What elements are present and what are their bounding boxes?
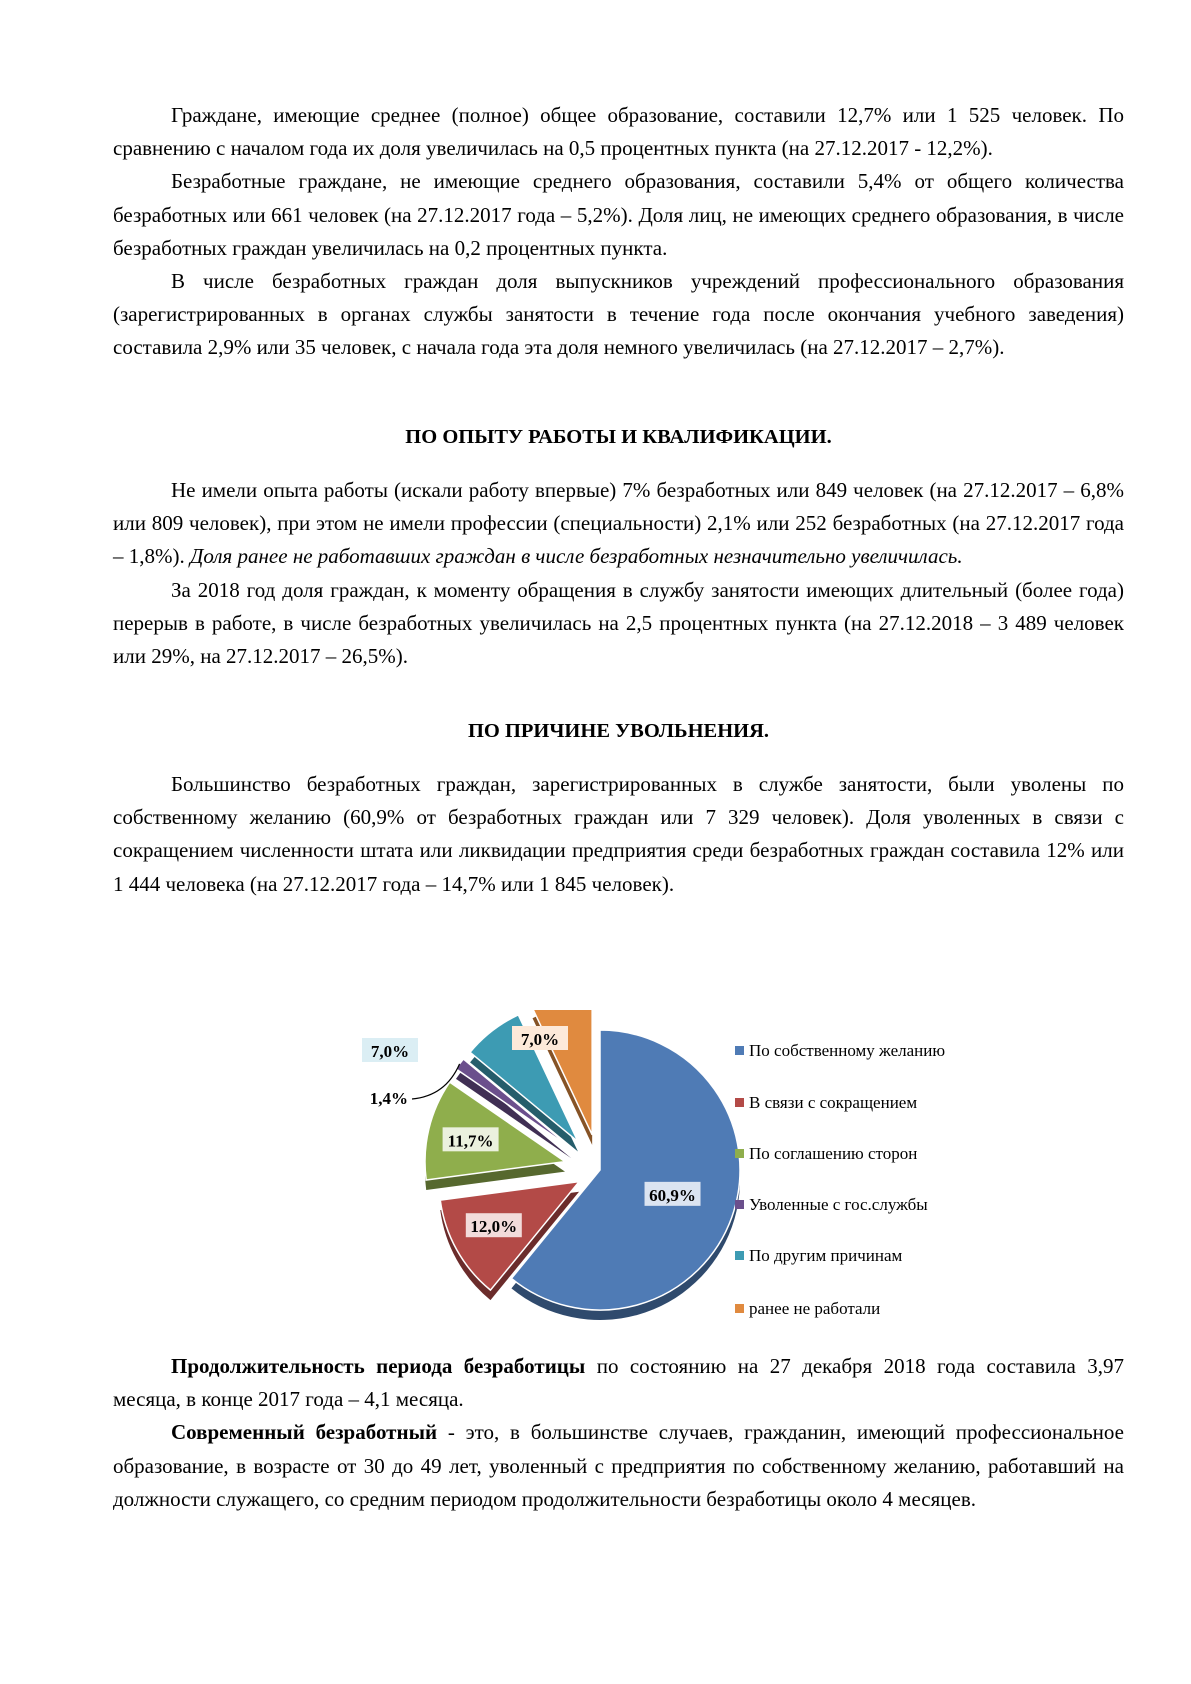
legend-label: По собственному желанию: [749, 1041, 946, 1060]
legend-swatch: [735, 1149, 744, 1158]
no-experience-text: Не имели опыта работы (искали работу впервые) 7% безработных или 849 человек (на 27.12.2017 – 6,8% или 809 человек), при этом не имели профессии (специальности) 2,1% или 252 безработных (на 27.12.2017 года – 1,8%).: [113, 478, 1124, 569]
legend-label: В связи с сокращением: [749, 1093, 918, 1112]
legend-label: Уволенные с гос.службы: [749, 1195, 928, 1214]
paragraph-graduates: В числе безработных граждан доля выпускников учреждений профессионального образования (зарегистрированных в органах службы занятости в течение года после окончания учебного заведения) составила 2,9% или 35 человек, с начала года эта доля немного увеличилась (на 27.12.2017 – 2,7%).: [113, 269, 1124, 360]
paragraph-duration: [113, 1350, 1124, 1416]
legend-label: ранее не работали: [749, 1299, 881, 1318]
legend-swatch: [735, 1200, 744, 1209]
legend-swatch: [735, 1304, 744, 1313]
legend-swatch: [735, 1046, 744, 1055]
legend-swatch: [735, 1251, 744, 1260]
legend-label: По другим причинам: [749, 1246, 903, 1265]
modern-unemployed-text: - это, в большинстве случаев, гражданин, имеющий профессиональное образование, в возрасте от 30 до 49 лет, уволенный с предприятия по собственному желанию, работавший на должности служащего, со средним периодом продолжительности безработицы около 4 месяцев.: [113, 1420, 1124, 1511]
duration-term: Продолжительность периода безработицы: [171, 1354, 586, 1378]
legend-label: По соглашению сторон: [749, 1144, 918, 1163]
paragraph-long-break: За 2018 год доля граждан, к моменту обращения в службу занятости имеющих длительный (более года) перерыв в работе, в числе безработных увеличилась на 2,5 процентных пункта (на 27.12.2018 – 3 489 человек или 29%, на 27.12.2017 – 26,5%).: [113, 577, 1124, 669]
data-label-civil-service: 1,4%: [369, 1089, 408, 1108]
paragraph-modern-unemployed: [113, 1416, 1124, 1516]
legend-swatch: [735, 1098, 744, 1107]
paragraph-no-experience: [113, 474, 1124, 574]
heading-dismissal: ПО ПРИЧИНЕ УВОЛЬНЕНИЯ.: [467, 720, 770, 742]
paragraph-no-secondary-education: Безработные граждане, не имеющие среднего образования, составили 5,4% от общего количества безработных или 661 человек (на 27.12.2017 года – 5,2%). Доля лиц, не имеющих среднего образования, в числе безработных граждан увеличилась на 0,2 процентных пункта.: [113, 169, 1124, 260]
data-label-never-worked: 7,0%: [520, 1030, 560, 1049]
bottom-paragraphs: [113, 1350, 1124, 1516]
no-experience-conclusion: Доля ранее не работавших граждан в числе безработных незначительно увеличилась.: [190, 544, 963, 569]
dismissal-paragraphs: [113, 768, 1124, 901]
top-paragraphs: [113, 99, 1124, 365]
duration-text: по состоянию на 27 декабря 2018 года составила 3,97 месяца, в конце 2017 года – 4,1 месяца.: [113, 1354, 1124, 1412]
data-label-other: 7,0%: [370, 1042, 410, 1061]
heading-experience: ПО ОПЫТУ РАБОТЫ И КВАЛИФИКАЦИИ.: [405, 426, 832, 448]
paragraph-secondary-education: Граждане, имеющие среднее (полное) общее образование, составили 12,7% или 1 525 человек. По сравнению с началом года их доля увеличилась на 0,5 процентных пункта (на 27.12.2017 - 12,2%).: [113, 103, 1124, 161]
experience-paragraphs: [113, 474, 1124, 673]
data-label-reduction: 12,0%: [470, 1217, 518, 1237]
modern-unemployed-term: Современный безработный: [171, 1420, 438, 1445]
data-label-agreement: 11,7%: [447, 1131, 494, 1151]
data-label-own-will: 60,9%: [649, 1185, 696, 1205]
paragraph-dismissal: Большинство безработных граждан, зарегистрированных в службе занятости, были уволены по собственному желанию (60,9% от безработных граждан или 7 329 человек). Доля уволенных в связи с сокращением численности штата или ликвидации предприятия среди безработных граждан составила 12% или 1 444 человека (на 27.12.2017 года – 14,7% или 1 845 человек).: [113, 772, 1124, 896]
